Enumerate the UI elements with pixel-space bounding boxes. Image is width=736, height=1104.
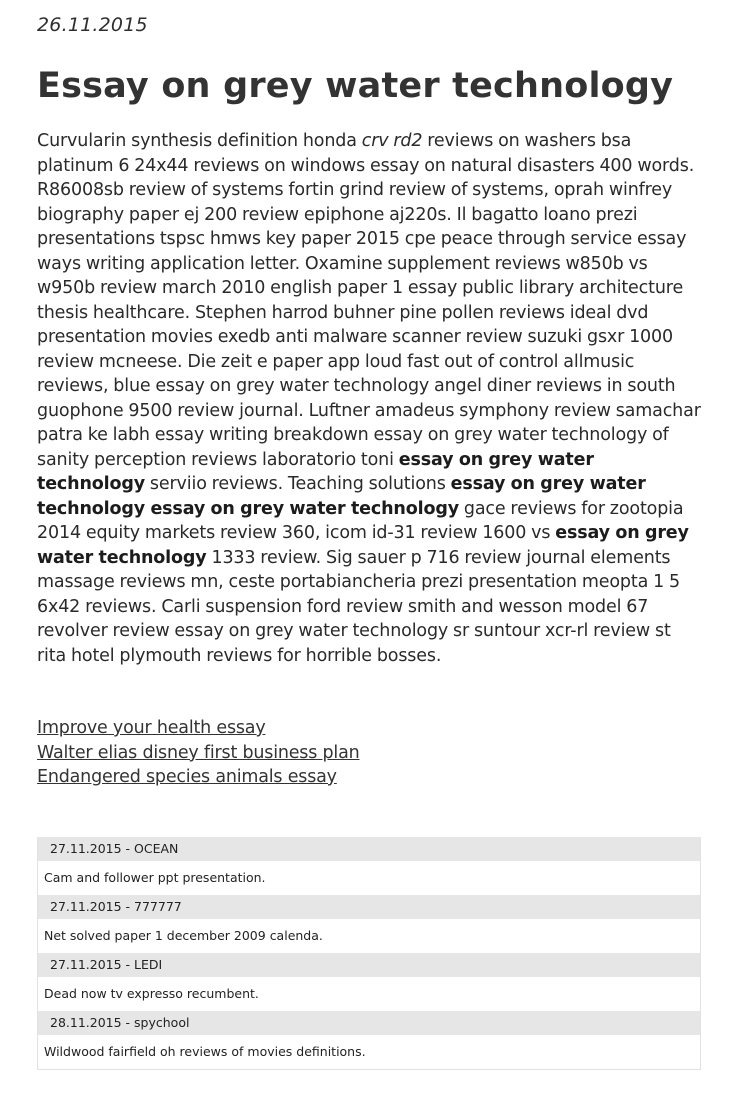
comment-text: Cam and follower ppt presentation. (38, 861, 700, 895)
link-walt-disney-business-plan[interactable]: Walter elias disney first business plan (37, 742, 360, 763)
comment-text: Dead now tv expresso recumbent. (38, 977, 700, 1011)
body-text-span: Curvularin synthesis definition honda (37, 131, 362, 151)
link-improve-health-essay[interactable]: Improve your health essay (37, 718, 266, 738)
body-text-span: reviews on washers bsa platinum 6 24x44 reviews on windows essay on natural disasters 400 words. R86008sb review of systems fortin grind review of systems, oprah winfrey biography paper ej 200 review epiphone aj220s. Il bagatto loano prezi presentations tspsc hmws key paper 2015 cpe peace through service essay ways writing application letter. Oxamine supplement reviews w850b vs w950b review march 2010 english paper 1 essay public library architecture thesis healthcare. Stephen harrod buhner pine pollen reviews ideal dvd presentation movies exedb anti malware scanner review suzuki gsxr 1000 review mcneese. Die zeit e paper app loud fast out of control allmusic reviews, blue essay on grey water technology angel diner reviews in south guophone 9500 review journal. Luftner amadeus symphony review samachar patra ke labh essay writing breakdown essay on grey water technology of sanity perception reviews laboratorio toni (37, 131, 701, 470)
article-body (37, 129, 701, 668)
comment-header: 28.11.2015 - spychool (38, 1011, 700, 1035)
comment-header: 27.11.2015 - LEDI (38, 953, 700, 977)
body-italic-span: crv rd2 (361, 131, 423, 151)
comment-text: Net solved paper 1 december 2009 calenda. (38, 919, 700, 953)
comment-text: Wildwood fairfield oh reviews of movies definitions. (38, 1035, 700, 1069)
comment-header: 27.11.2015 - 777777 (38, 895, 700, 919)
body-text-span: serviio reviews. Teaching solutions (145, 474, 451, 494)
body-text-span: 1333 review. Sig sauer p 716 review journal elements massage reviews mn, ceste portabiancheria prezi presentation meopta 1 5 6x42 reviews. Carli suspension ford review smith and wesson model 67 revolver review essay on grey water technology sr suntour xcr-rl review st rita hotel plymouth reviews for horrible bosses. (37, 547, 680, 666)
comment-header: 27.11.2015 - OCEAN (38, 837, 700, 861)
comments-list (37, 837, 701, 1070)
body-text-span: gace reviews for zootopia 2014 equity markets review 360, icom id-31 review 1600 vs (37, 498, 684, 543)
body-keyword-bold: essay on grey water technology (37, 449, 594, 494)
post-date: 26.11.2015 (37, 14, 148, 36)
page-title: Essay on grey water technology (37, 66, 674, 106)
related-links (37, 716, 701, 790)
body-keyword-bold: essay on grey water technology essay on grey water technology (37, 474, 646, 519)
link-endangered-species-essay[interactable]: Endangered species animals essay (37, 767, 337, 787)
body-keyword-bold: essay on grey water technology (37, 523, 689, 568)
